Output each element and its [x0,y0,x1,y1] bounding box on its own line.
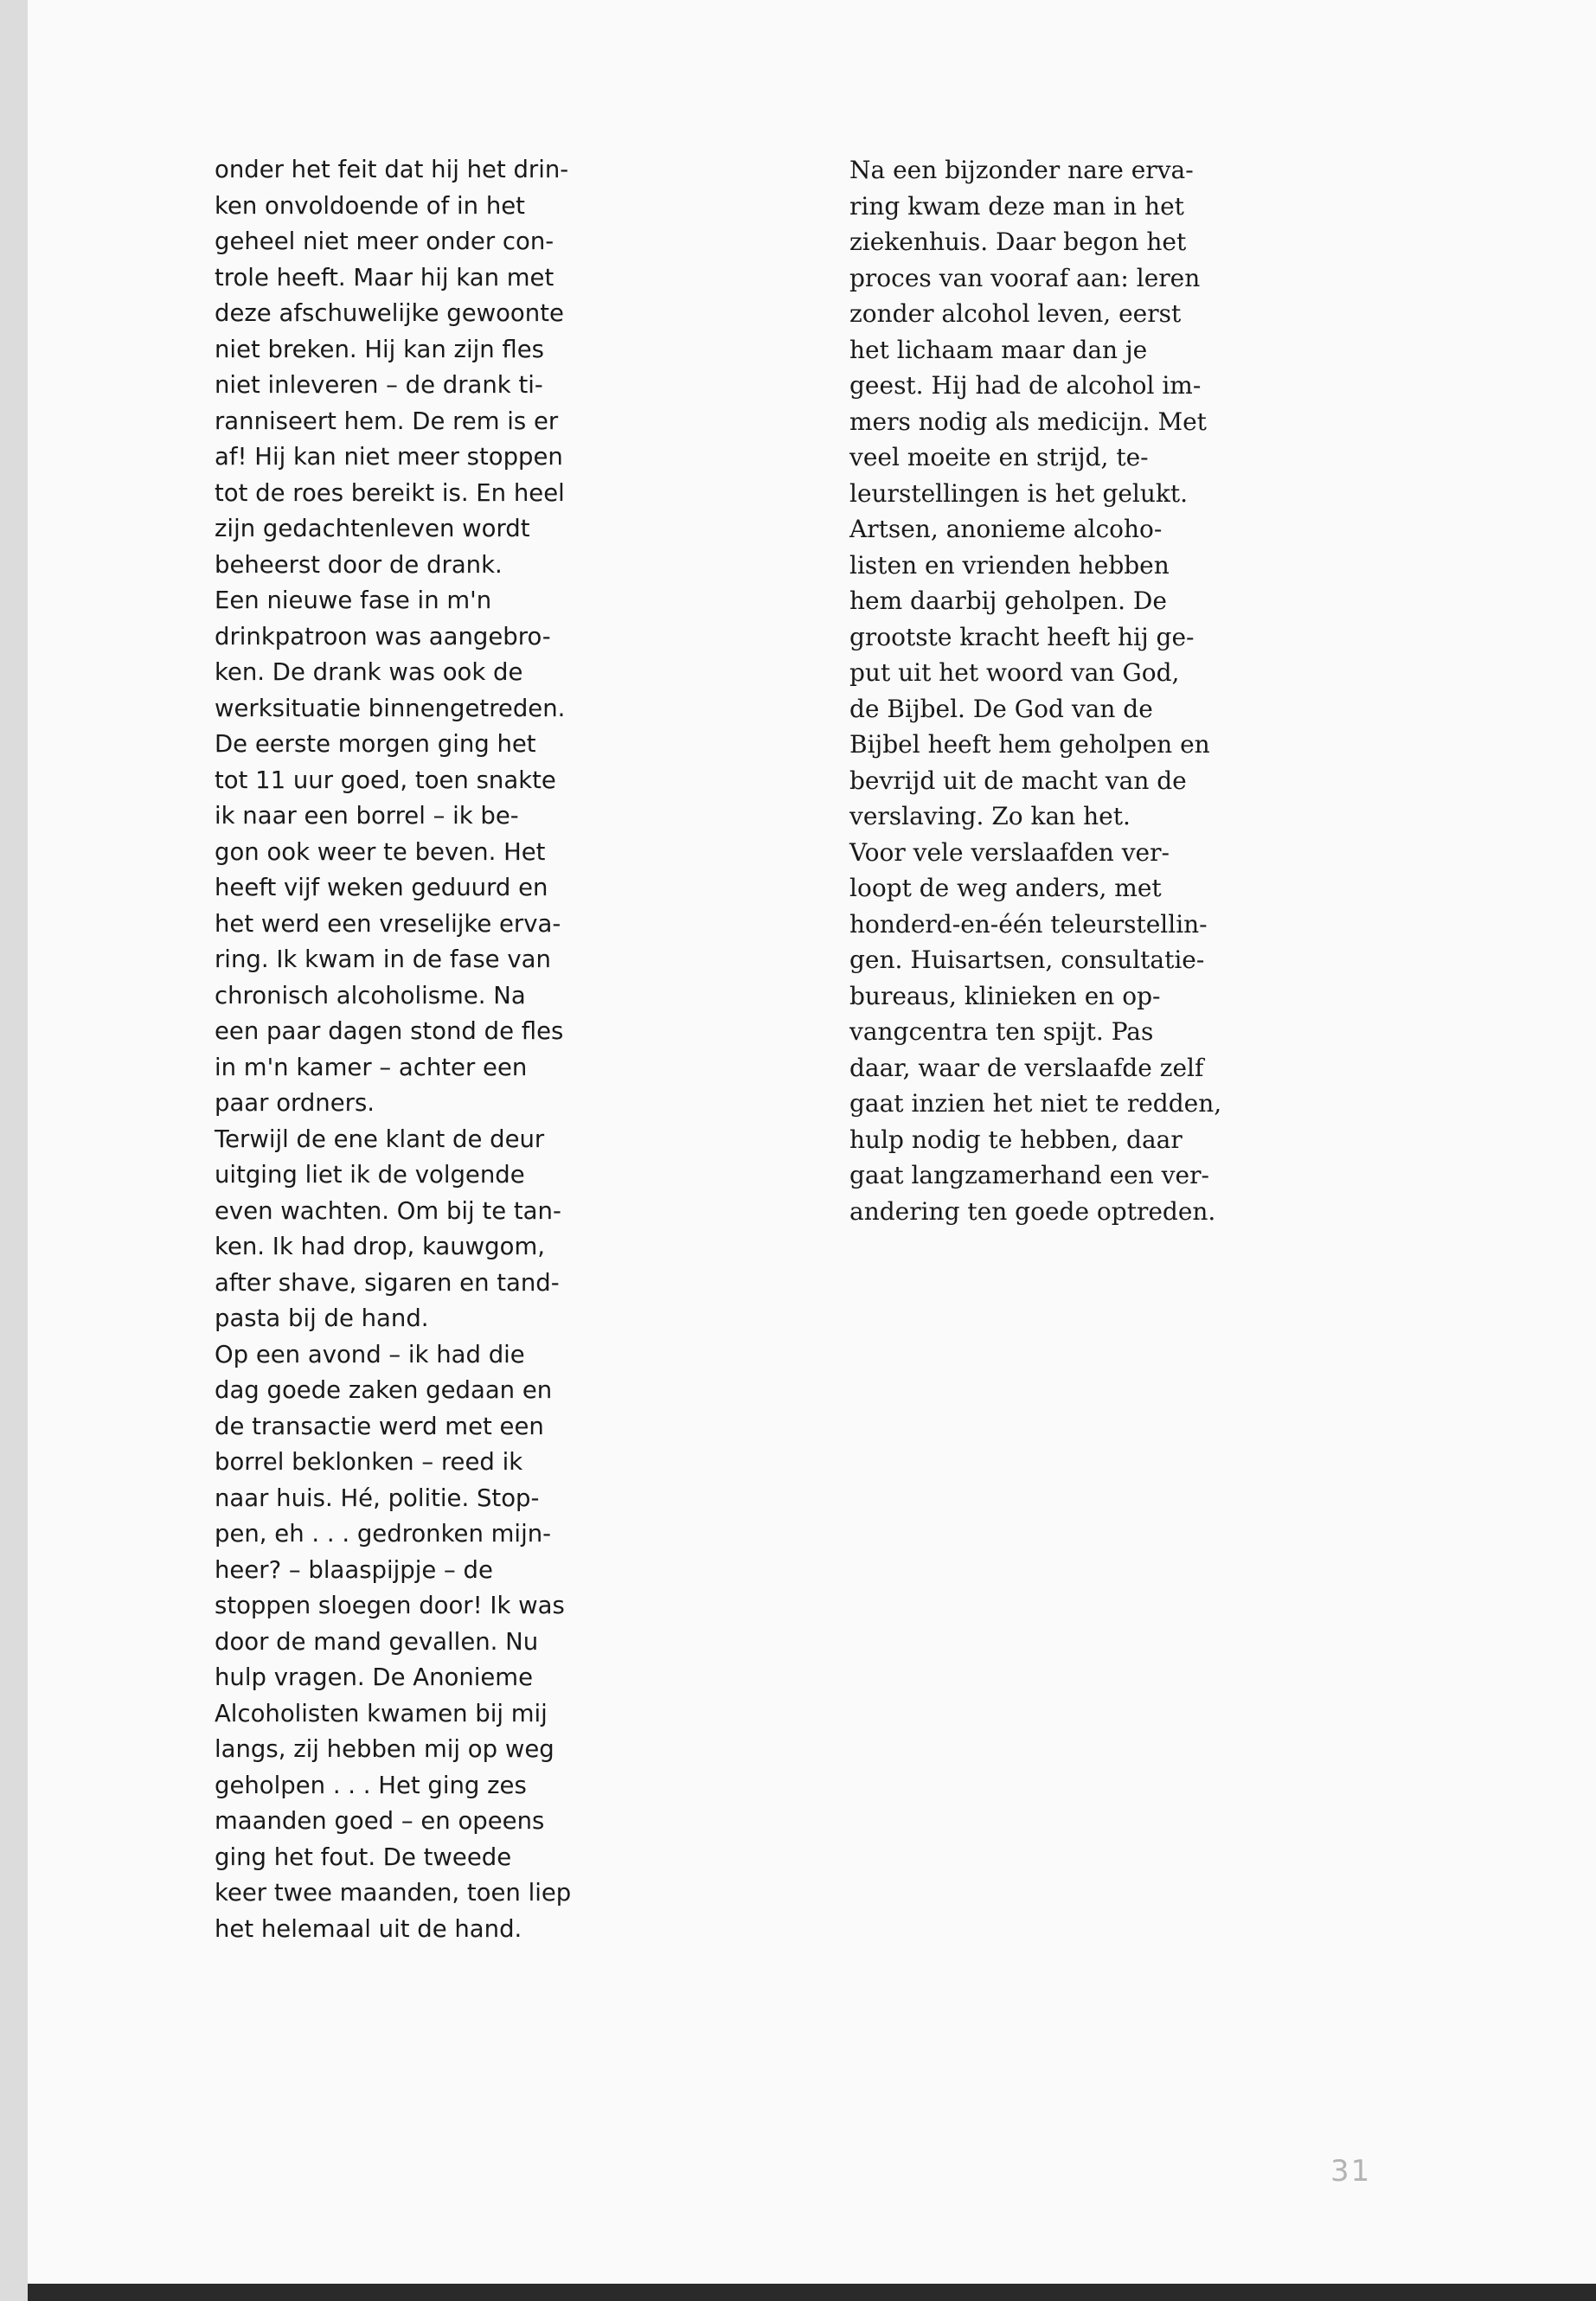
text-line: chronisch alcoholisme. Na [215,981,526,1009]
text-line: naar huis. Hé, politie. Stop- [215,1484,540,1512]
text-line: geest. Hij had de alcohol im- [849,371,1202,400]
text-line: mers nodig als medicijn. Met [849,407,1207,436]
text-line: listen en vrienden hebben [849,550,1170,580]
text-line: honderd-en-één teleurstellin- [849,909,1208,939]
text-line: ring. Ik kwam in de fase van [215,945,551,973]
text-line: Na een bijzonder nare erva- [849,156,1194,184]
text-line: proces van vooraf aan: leren [849,263,1201,292]
text-line: niet breken. Hij kan zijn fles [215,335,544,363]
text-line: zijn gedachtenleven wordt [215,515,530,542]
text-line: bureaus, klinieken en op- [849,981,1161,1010]
text-line: put uit het woord van God, [849,658,1180,687]
text-line: ken. Ik had drop, kauwgom, [215,1233,545,1260]
text-line: het lichaam maar dan je [849,335,1148,364]
text-line: daar, waar de verslaafde zelf [849,1053,1204,1082]
text-line: paar ordners. [215,1089,375,1117]
text-line: ring kwam deze man in het [849,191,1184,221]
text-line: hulp vragen. De Anonieme [215,1663,534,1691]
text-line: het werd een vreselijke erva- [215,909,561,938]
text-line: borrel beklonken – reed ik [215,1448,523,1476]
text-line: heer? – blaaspijpje – de [215,1555,493,1584]
text-line: de Bijbel. De God van de [849,694,1153,723]
text-line: gaat inzien het niet te redden, [849,1089,1222,1118]
text-line: Op een avond – ik had die [215,1340,525,1368]
text-line: ken. De drank was ook de [215,658,523,686]
text-line: dag goede zaken gedaan en [215,1376,553,1404]
text-line: Bijbel heeft hem geholpen en [849,730,1210,759]
text-line: onder het feit dat hij het drin- [215,156,569,183]
text-line: tot 11 uur goed, toen snakte [215,766,556,794]
text-line: een paar dagen stond de fles [215,1017,564,1045]
text-line: vangcentra ten spijt. Pas [849,1017,1154,1046]
text-line: pen, eh . . . gedronken mijn- [215,1520,552,1548]
right-text-column [849,152,1334,1229]
text-line: beheerst door de drank. [215,550,503,579]
text-line: in m'n kamer – achter een [215,1053,528,1081]
text-line: deze afschuwelijke gewoonte [215,299,564,327]
text-line: trole heeft. Maar hij kan met [215,263,554,292]
text-line: uitging liet ik de volgende [215,1161,525,1189]
text-line: niet inleveren – de drank ti- [215,371,543,399]
text-line: de transactie werd met een [215,1412,544,1440]
text-line: after shave, sigaren en tand- [215,1268,560,1297]
page-bottom-edge [28,2284,1596,2301]
text-line: gen. Huisartsen, consultatie- [849,945,1205,974]
text-line: geheel niet meer onder con- [215,228,554,255]
text-line: geholpen . . . Het ging zes [215,1771,527,1799]
text-line: maanden goed – en opeens [215,1807,545,1835]
text-line: werksituatie binnengetreden. [215,694,566,722]
text-line: ging het fout. De tweede [215,1843,512,1871]
text-line: Artsen, anonieme alcoho- [849,515,1163,543]
text-line: andering ten goede optreden. [849,1196,1216,1226]
text-line: bevrijd uit de macht van de [849,766,1187,795]
text-line: grootste kracht heeft hij ge- [849,622,1195,651]
text-line: Een nieuwe fase in m'n [215,586,492,614]
text-line: gon ook weer te beven. Het [215,837,546,866]
text-line: leurstellingen is het gelukt. [849,478,1189,508]
text-line: even wachten. Om bij te tan- [215,1196,561,1225]
text-line: Alcoholisten kwamen bij mij [215,1699,548,1727]
text-line: veel moeite en strijd, te- [849,443,1149,471]
text-line: hulp nodig te hebben, daar [849,1125,1183,1154]
text-line: verslaving. Zo kan het. [849,802,1131,830]
text-line: loopt de weg anders, met [849,874,1162,902]
text-line: door de mand gevallen. Nu [215,1627,539,1656]
text-line: af! Hij kan niet meer stoppen [215,443,563,471]
text-line: Terwijl de ene klant de deur [215,1125,545,1153]
text-line: gaat langzamerhand een ver- [849,1161,1209,1189]
text-line: heeft vijf weken geduurd en [215,874,548,901]
text-line: De eerste morgen ging het [215,730,536,758]
text-line: langs, zij hebben mij op weg [215,1735,554,1763]
text-line: ken onvoldoende of in het [215,191,525,220]
text-line: tot de roes bereikt is. En heel [215,478,565,507]
text-line: stoppen sloegen door! Ik was [215,1592,565,1619]
text-line: zonder alcohol leven, eerst [849,299,1182,328]
text-line: hem daarbij geholpen. De [849,586,1167,615]
text-line: Voor vele verslaafden ver- [849,837,1170,867]
text-line: ik naar een borrel – ik be- [215,802,519,830]
text-line: pasta bij de hand. [215,1304,429,1332]
text-line: ziekenhuis. Daar begon het [849,228,1187,256]
text-line: het helemaal uit de hand. [215,1914,522,1943]
text-line: drinkpatroon was aangebro- [215,622,551,651]
text-line: ranniseert hem. De rem is er [215,407,559,435]
text-line: keer twee maanden, toen liep [215,1879,572,1907]
left-text-column [215,152,664,1947]
page-number: 31 [1330,2154,1372,2189]
